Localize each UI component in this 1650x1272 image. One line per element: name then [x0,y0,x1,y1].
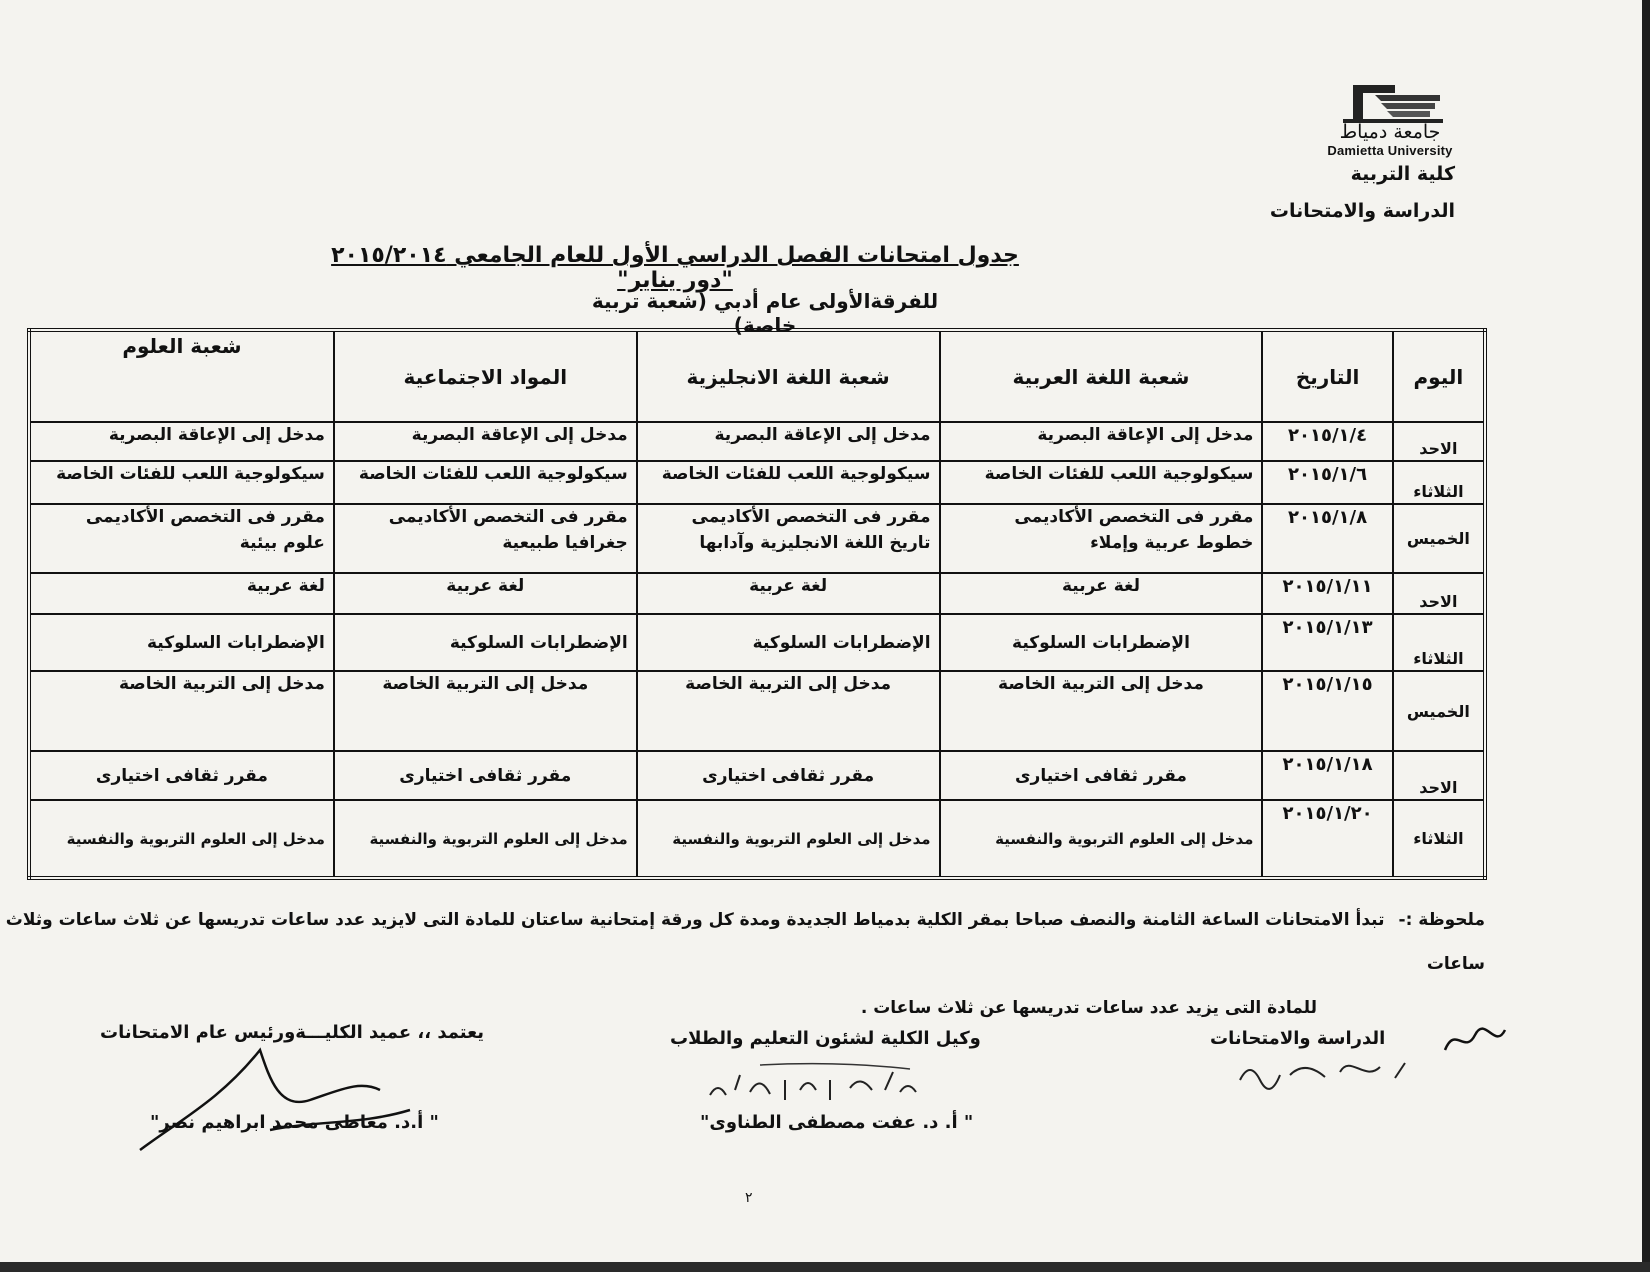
table-row [29,461,1485,504]
header-english: شعبة اللغة الانجليزية [637,330,940,422]
row-english: لغة عربية [637,573,940,614]
row-date: ٢٠١٥/١/١٥ [1262,671,1392,751]
table-row [29,800,1485,878]
row-arabic: الإضطرابات السلوكية [940,614,1263,671]
row-date: ٢٠١٥/١/١٨ [1262,751,1392,800]
subject-line-1: مقرر فى التخصص الأكاديمى [388,506,628,527]
row-english: مدخل إلى العلوم التربوية والنفسية [637,800,940,878]
note-label: ملحوظة :- [1398,910,1485,930]
row-science: مدخل إلى العلوم التربوية والنفسية [29,800,334,878]
row-social: مدخل إلى الإعاقة البصرية [334,422,637,461]
university-name-ar: جامعة دمياط [1339,121,1441,143]
table-row [29,573,1485,614]
table-row [29,614,1485,671]
sig-dean-title: يعتمد ،، عميد الكليـــةورئيس عام الامتحانات [100,1022,485,1043]
row-date: ٢٠١٥/١/٢٠ [1262,800,1392,878]
row-arabic: لغة عربية [940,573,1263,614]
row-science: الإضطرابات السلوكية [29,614,334,671]
exam-note [5,898,1485,1030]
note-line-1 [5,898,1485,986]
note-text-2: للمادة التى يزيد عدد ساعات تدريسها عن ثلاث ساعات . [860,998,1317,1018]
row-date: ٢٠١٥/١/١١ [1262,573,1392,614]
table-row [29,751,1485,800]
sig-vice-dean-name: " أ. د. عفت مصطفى الطناوى" [700,1112,974,1133]
row-science: سيكولوجية اللعب للفئات الخاصة [29,461,334,504]
header-social: المواد الاجتماعية [334,330,637,422]
header-date: التاريخ [1262,330,1392,422]
row-arabic: مدخل إلى العلوم التربوية والنفسية [940,800,1263,878]
scan-edge-right [1642,0,1650,1272]
row-english: مدخل إلى الإعاقة البصرية [637,422,940,461]
exam-schedule-table [27,328,1487,880]
note-text-1: تبدأ الامتحانات الساعة الثامنة والنصف صباحا بمقر الكلية بدمياط الجديدة ومدة كل ورقة إمتحانية ساعتان للمادة التى لايزيد عدد ساعات تدريسها عن ثلاث ساعات وثلاث ساعات [5,910,1485,974]
row-science: مقرر ثقافى اختيارى [29,751,334,800]
row-english: مقرر ثقافى اختيارى [637,751,940,800]
row-arabic: سيكولوجية اللعب للفئات الخاصة [940,461,1263,504]
sig-dean-name: " أ.د. معاطى محمد ابراهيم نصر" [150,1112,439,1133]
subject-line-2: تاريخ اللغة الانجليزية وآدابها [699,532,931,553]
table-row [29,504,1485,574]
table-row [29,422,1485,461]
header-science: شعبة العلوم [29,330,334,422]
row-arabic: مقرر ثقافى اختيارى [940,751,1263,800]
subject-line-1: مقرر فى التخصص الأكاديمى [85,506,325,527]
sig-exams-dept: الدراسة والامتحانات [1210,1028,1386,1049]
subject-line-2: جغرافيا طبيعية [502,532,628,553]
row-science: مدخل إلى الإعاقة البصرية [29,422,334,461]
document-title: جدول امتحانات الفصل الدراسي الأول للعام الجامعي ٢٠١٥/٢٠١٤ "دور يناير" [331,243,1019,293]
row-english: مدخل إلى التربية الخاصة [637,671,940,751]
scan-edge-bottom [0,1262,1650,1272]
row-day: الاحد [1393,751,1485,800]
subject-line-2: خطوط عربية وإملاء [1090,532,1254,553]
row-arabic: مدخل إلى الإعاقة البصرية [940,422,1263,461]
row-day: الاحد [1393,573,1485,614]
university-name-en: Damietta University [1327,143,1453,158]
row-science: لغة عربية [29,573,334,614]
row-social [334,504,637,574]
row-social: مدخل إلى العلوم التربوية والنفسية [334,800,637,878]
row-science: مدخل إلى التربية الخاصة [29,671,334,751]
table-row [29,671,1485,751]
row-english [637,504,940,574]
row-date: ٢٠١٥/١/٦ [1262,461,1392,504]
row-day: الخميس [1393,504,1485,574]
handwritten-initial-icon [1440,1020,1510,1060]
row-english: الإضطرابات السلوكية [637,614,940,671]
row-day: الخميس [1393,671,1485,751]
row-day: الثلاثاء [1393,800,1485,878]
row-day: الثلاثاء [1393,614,1485,671]
dean-signature-icon [120,1040,420,1160]
row-day: الثلاثاء [1393,461,1485,504]
handwritten-names-icon [1230,1050,1430,1090]
row-social: مقرر ثقافى اختيارى [334,751,637,800]
page-number: ٢ [745,1190,753,1206]
subject-line-1: مقرر فى التخصص الأكاديمى [1014,506,1254,527]
row-arabic [940,504,1263,574]
header-arabic: شعبة اللغة العربية [940,330,1263,422]
document-subtitle: للفرقةالأولى عام أدبي (شعبة تربية خاصة) [591,289,939,337]
handwritten-date-icon [700,1060,930,1110]
row-date: ٢٠١٥/١/٨ [1262,504,1392,574]
row-science [29,504,334,574]
row-arabic: مدخل إلى التربية الخاصة [940,671,1263,751]
faculty-name: كلية التربية [1350,163,1455,185]
table-header-row [29,330,1485,422]
subject-line-2: علوم بيئية [239,532,325,553]
row-social: لغة عربية [334,573,637,614]
row-date: ٢٠١٥/١/٤ [1262,422,1392,461]
university-emblem-icon [1335,75,1445,125]
department-name: الدراسة والامتحانات [1269,200,1455,222]
header-day: اليوم [1393,330,1485,422]
sig-vice-dean-title: وكيل الكلية لشئون التعليم والطلاب [670,1028,981,1049]
row-day: الاحد [1393,422,1485,461]
row-date: ٢٠١٥/١/١٣ [1262,614,1392,671]
row-english: سيكولوجية اللعب للفئات الخاصة [637,461,940,504]
subject-line-1: مقرر فى التخصص الأكاديمى [691,506,931,527]
row-social: سيكولوجية اللعب للفئات الخاصة [334,461,637,504]
row-social: مدخل إلى التربية الخاصة [334,671,637,751]
row-social: الإضطرابات السلوكية [334,614,637,671]
